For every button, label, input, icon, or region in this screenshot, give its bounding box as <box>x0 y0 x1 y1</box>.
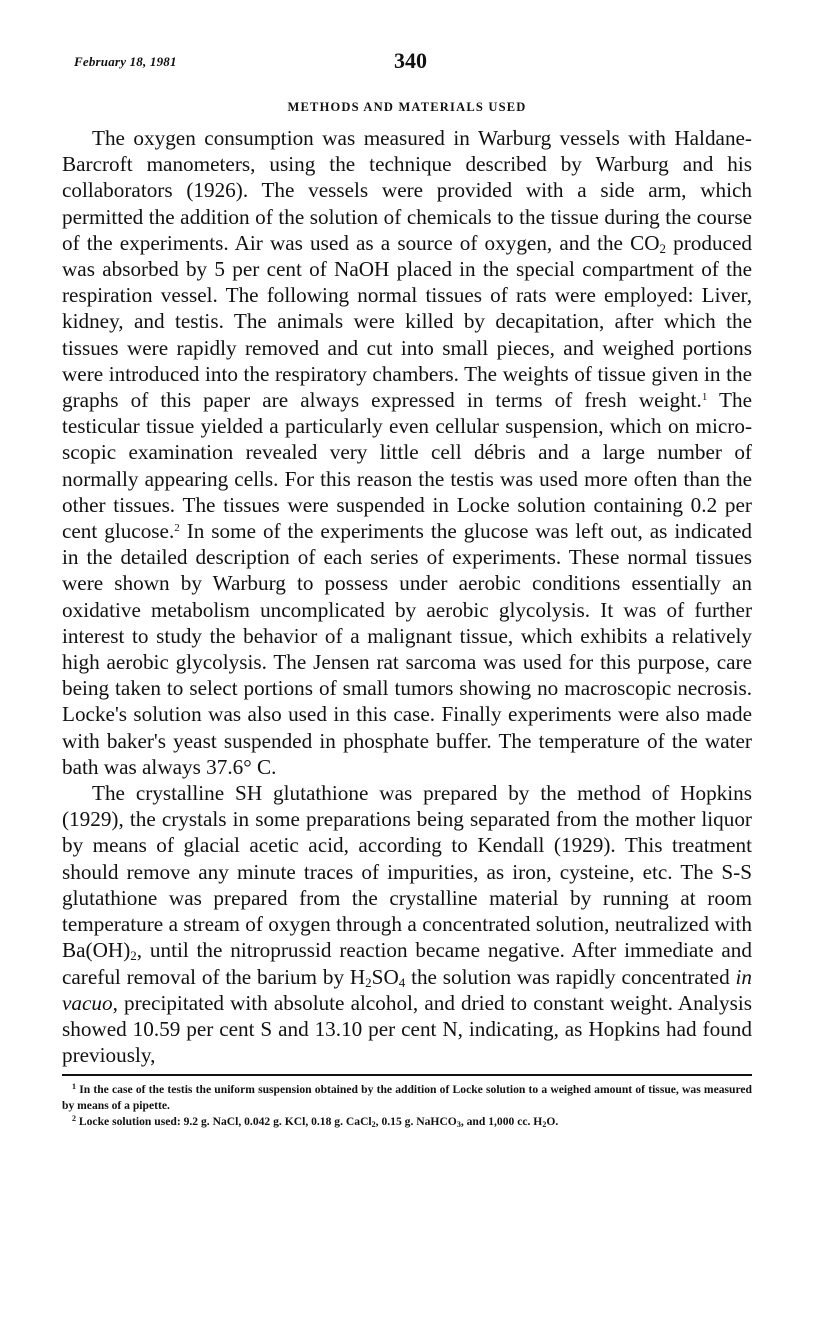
footnote-text: In the case of the testis the uniform suspension obtained by the addition of Locke solution to a weighed amount of tissue, was measured by means of a pipette. <box>62 1083 752 1113</box>
paragraph-text: The testicular tissue yielded a particularly even cellular suspension, which on microscopic examination revealed very little cell débris and a large number of normally appearing cells. For this reason the testis was used more often than the other tissues. The tissues were suspended in Locke solution containing 0.2 per cent glucose. <box>62 388 752 544</box>
footnote-text: , and 1,000 cc. H <box>460 1115 543 1129</box>
paragraph-glutathione <box>62 780 752 1068</box>
footnote-ref-2[interactable]: 2 <box>174 522 180 535</box>
paragraph-methods <box>62 125 752 780</box>
footnote-divider <box>62 1074 752 1076</box>
subscript: 2 <box>659 240 667 256</box>
paragraph-text: The oxygen consumption was measured in Warburg vessels with Haldane-Barcroft manometers, using the technique described by Warburg and his collaborators (1926). The vessels were provided with a side arm, which permitted the addition of the solution of chemicals to the tissue during the course of the experiments. Air was used as a source of oxygen, and the CO <box>62 126 752 255</box>
footnote-ref-1[interactable]: 1 <box>701 391 708 404</box>
page-number: 340 <box>394 48 427 73</box>
issue-date: February 18, 1981 <box>74 54 177 69</box>
footnote-text: O. <box>546 1115 559 1129</box>
subscript: 4 <box>398 974 406 990</box>
section-heading: METHODS AND MATERIALS USED <box>287 100 527 114</box>
footnote-1 <box>62 1082 752 1114</box>
paragraph-text: The crystalline SH glutathione was prepared by the method of Hopkins (1929), the crystals in some preparations being separated from the mother liquor by means of glacial acetic acid, according to Kendall (1929). This treatment should remove any minute traces of impurities, as iron, cysteine, etc. The S-S glutathione was prepared from the crystalline material by running at room temperature a stream of oxygen through a concentrated solution, neutralized with Ba(OH) <box>62 781 752 963</box>
footnote-text: , 0.15 g. NaHCO <box>375 1115 457 1129</box>
paragraph-text: , precipitated with absolute alcohol, and dried to constant weight. Analysis showed 10.59 per cent S and 13.10 per cent N, indicating, as Hopkins had found previously, <box>62 990 752 1068</box>
page-header <box>62 46 752 80</box>
footnote-marker: 2 <box>72 1114 76 1124</box>
subscript: 2 <box>130 948 137 964</box>
subscript: 2 <box>365 974 372 990</box>
subscript: 2 <box>371 1120 376 1130</box>
subscript: 2 <box>542 1120 547 1130</box>
paragraph-text: the solution was rapidly concentrated <box>405 964 736 989</box>
paragraph-text: SO <box>371 964 399 989</box>
paragraph-text: produced was absorbed by 5 per cent of NaOH placed in the special compartment of the respiration vessel. The following normal tissues of rats were employed: Liver, kidney, and testis. The animals were killed by decapitation, after which the tissues were rapidly removed and cut into small pieces, and weighed portions were introduced into the respiratory chambers. The weights of tissue given in the graphs of this paper are always expressed in terms of fresh weight. <box>62 230 752 413</box>
journal-page <box>62 46 752 1130</box>
footnote-2 <box>62 1114 752 1130</box>
footnote-text: Locke solution used: 9.2 g. NaCl, 0.042 g. KCl, 0.18 g. CaCl <box>76 1115 372 1129</box>
subscript: 3 <box>456 1120 461 1130</box>
paragraph-text: , until the nitroprussid reaction became negative. After immediate and careful removal of the barium by H <box>62 938 752 989</box>
paragraph-text: In some of the experiments the glucose was left out, as indicated in the detailed description of each series of experiments. These normal tissues were shown by Warburg to possess under aerobic conditions essentially an oxidative metabolism uncomplicated by aerobic glycolysis. It was of further interest to study the behavior of a malignant tissue, which exhibits a relatively high aerobic glycolysis. The Jensen rat sarcoma was used for this purpose, care being taken to select portions of small tumors showing no macroscopic necrosis. Locke's solution was also used in this case. Finally experiments were also made with baker's yeast suspended in phosphate buffer. The temperature of the water bath was always 37.6° C. <box>62 519 752 779</box>
footnote-marker: 1 <box>72 1082 76 1092</box>
italic-term: in vacuo <box>62 964 752 1015</box>
footnotes <box>62 1082 752 1130</box>
